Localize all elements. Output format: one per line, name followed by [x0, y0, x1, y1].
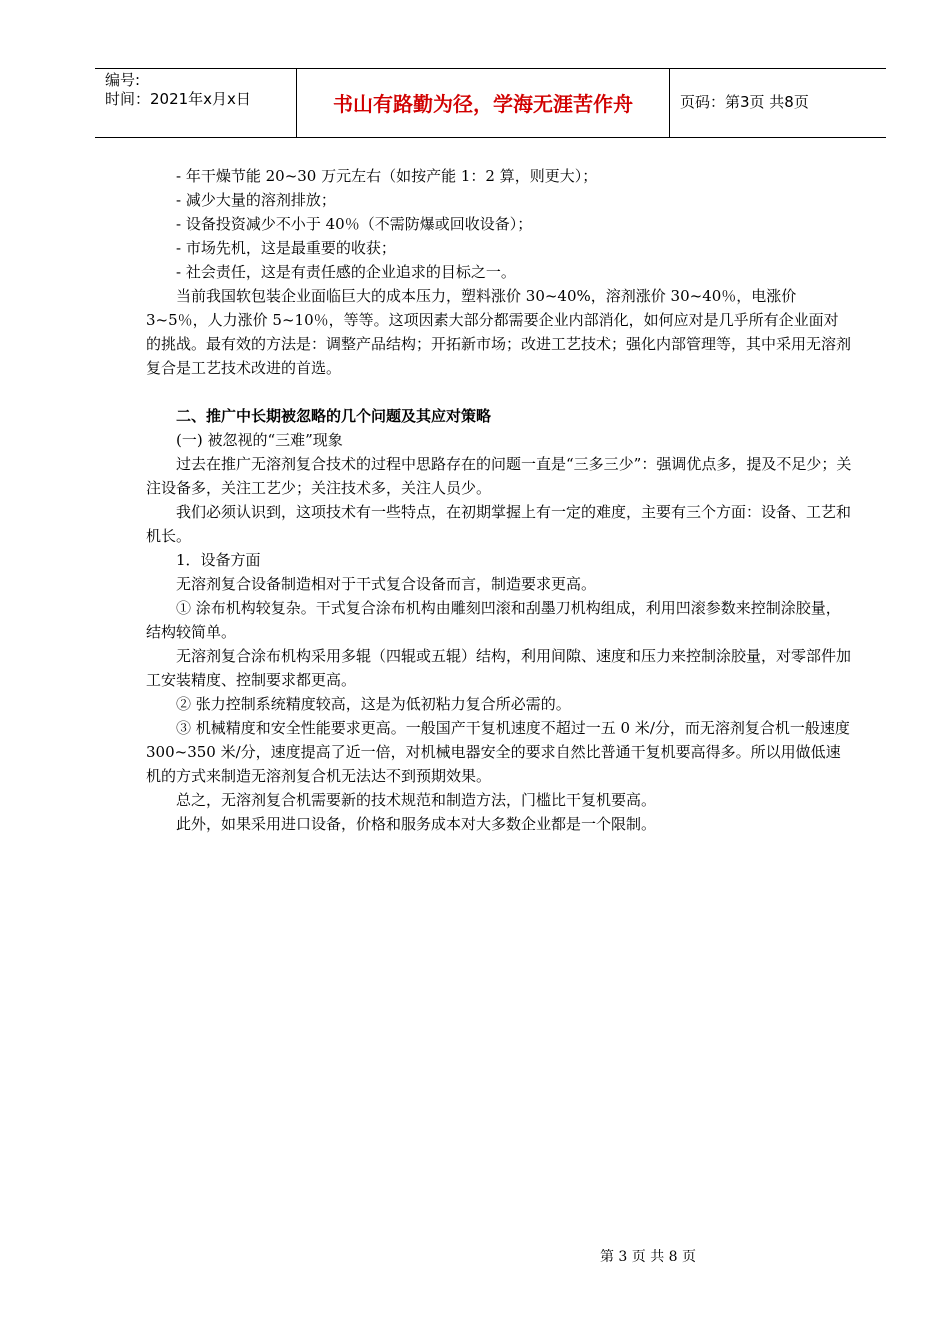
body-paragraph: 总之，无溶剂复合机需要新的技术规范和制造方法，门槛比干复机要高。 [176, 791, 657, 809]
bullet-item: - 社会责任，这是有责任感的企业追求的目标之一。 [176, 263, 516, 281]
body-paragraph: 无溶剂复合涂布机构采用多辊（四辊或五辊）结构，利用间隙、速度和压力来控制涂胶量，对零部件加工安装精度、控制要求都更高。 [146, 647, 852, 689]
bullet-item: - 设备投资减少不小于 40％（不需防爆或回收设备）； [176, 215, 533, 233]
body-paragraph: ② 张力控制系统精度较高，这是为低初粘力复合所必需的。 [176, 695, 571, 713]
body-paragraph: 此外，如果采用进口设备，价格和服务成本对大多数企业都是一个限制。 [176, 815, 657, 833]
document-time-label: 时间：2021年x月x日 [105, 90, 251, 108]
body-paragraph: ① 涂布机构较复杂。干式复合涂布机构由雕刻凹滚和刮墨刀机构组成，利用凹滚参数来控制涂胶量，结构较简单。 [146, 599, 841, 641]
numbered-heading: 1．设备方面 [176, 551, 261, 569]
body-paragraph: 我们必须认识到，这项技术有一些特点，在初期掌握上有一定的难度，主要有三个方面：设备、工艺和机长。 [146, 503, 852, 545]
subsection-heading: (一) 被忽视的“三难”现象 [176, 431, 343, 449]
document-number-label: 编号: [105, 71, 141, 89]
body-paragraph: 过去在推广无溶剂复合技术的过程中思路存在的问题一直是“三多三少”：强调优点多，提及不足少；关注设备多，关注工艺少；关注技术多，关注人员少。 [146, 455, 852, 497]
header-motto: 书山有路勤为径，学海无涯苦作舟 [333, 92, 633, 116]
body-paragraph: 当前我国软包装企业面临巨大的成本压力，塑料涨价 30~40%，溶剂涨价 30~40％，电涨价 3~5％，人力涨价 5~10％，等等。这项因素大部分都需要企业内部消化，如何应对是几乎所有企业面对的挑战。最有效的方法是：调整产品结构；开拓新市场；改进工艺技术；强化内部管理等，其中采用无溶剂复合是工艺技术改进的首选。 [146, 287, 852, 377]
footer-page-number: 第 3 页 共 8 页 [599, 1249, 697, 1265]
section-heading: 二、推广中长期被忽略的几个问题及其应对策略 [176, 407, 492, 425]
bullet-item: - 年干燥节能 20~30 万元左右（如按产能 1：2 算，则更大）； [176, 167, 598, 185]
bullet-item: - 减少大量的溶剂排放； [176, 191, 336, 209]
body-paragraph: ③ 机械精度和安全性能要求更高。一般国产干复机速度不超过一五 0 米/分，而无溶剂复合机一般速度 300~350 米/分，速度提高了近一倍，对机械电器安全的要求自然比普通干复机要高得多。所以用做低速机的方式来制造无溶剂复合机无法达不到预期效果。 [146, 719, 850, 785]
page-footer [0, 1248, 950, 1266]
header-page-label: 页码：第3页 共8页 [680, 93, 809, 111]
header-motto-cell [297, 69, 670, 137]
body-paragraph: 无溶剂复合设备制造相对于干式复合设备而言，制造要求更高。 [176, 575, 597, 593]
page-header [95, 68, 886, 138]
header-page-cell [670, 69, 886, 137]
document-body [146, 164, 852, 836]
header-meta-cell [95, 69, 297, 137]
bullet-item: - 市场先机，这是最重要的收获； [176, 239, 396, 257]
